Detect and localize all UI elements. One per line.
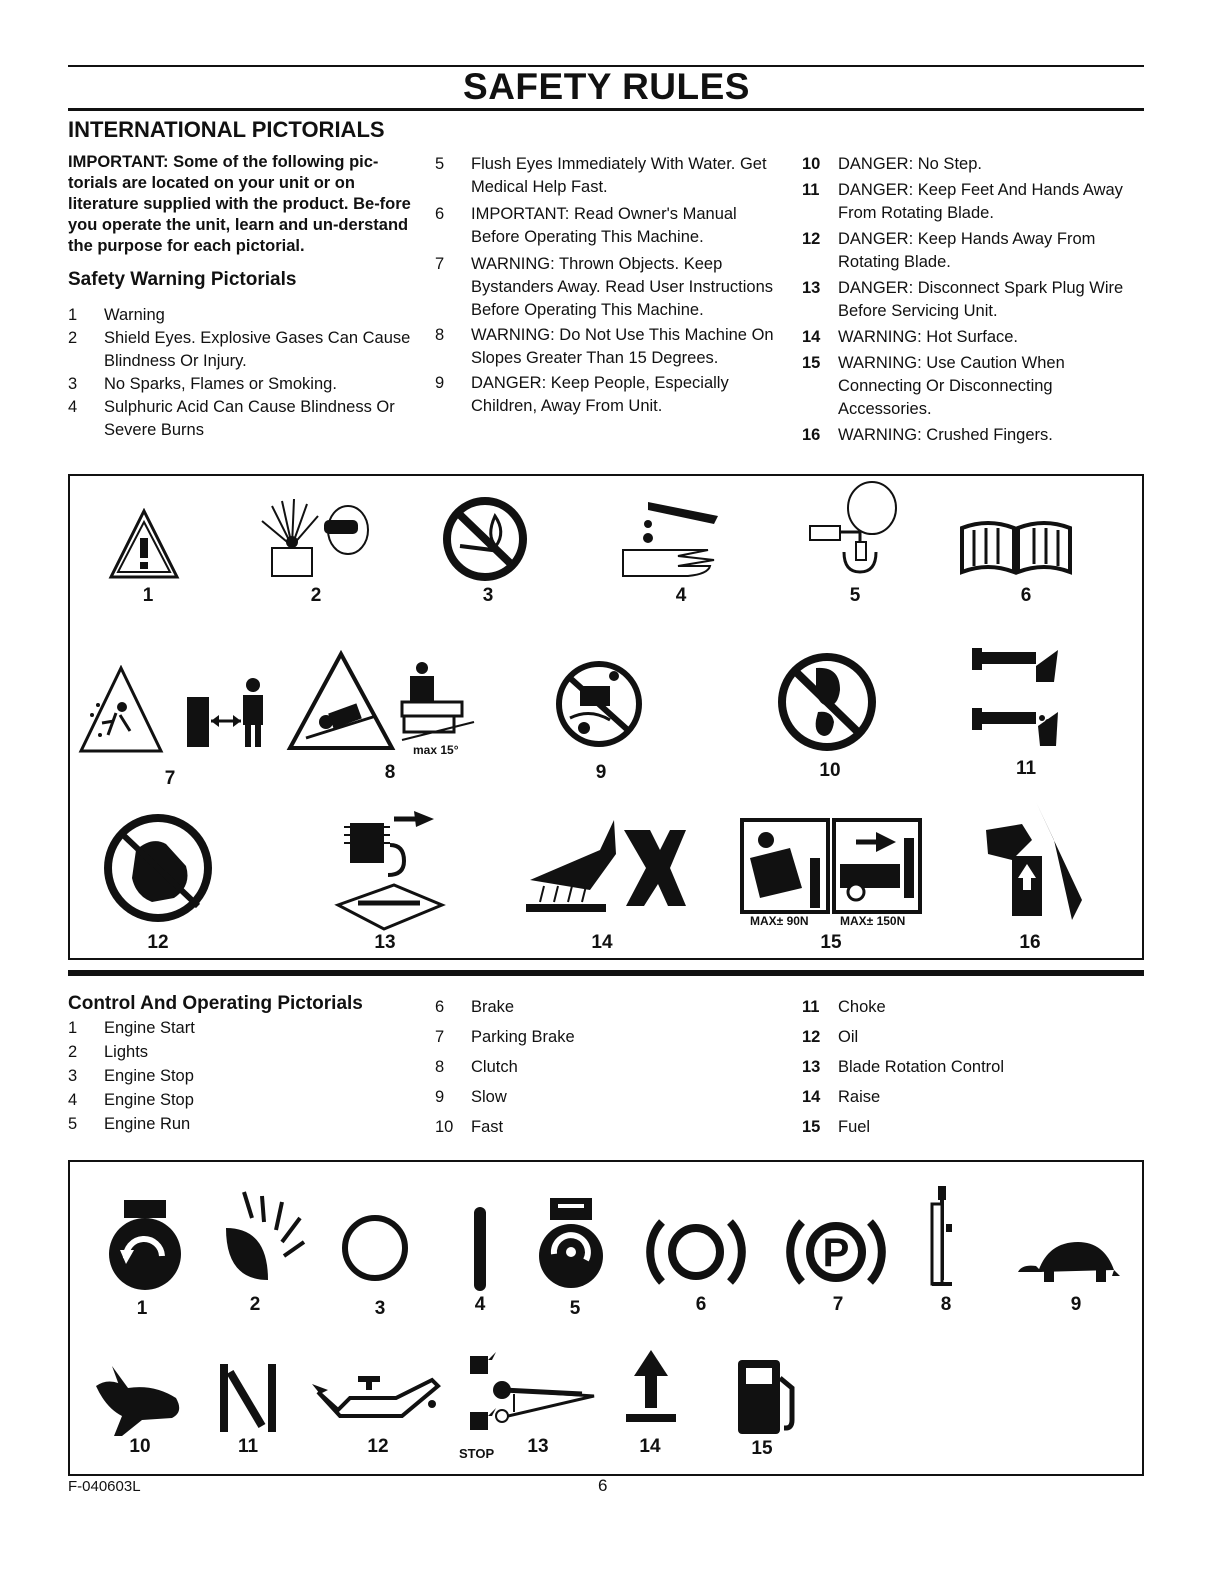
warning-triangle-icon [108,508,180,580]
pictorial-number: 4 [675,585,687,606]
list-item: 12 Oil [802,1028,859,1046]
pictorial-number: 6 [1020,585,1032,606]
manual-book-icon [958,516,1074,576]
list-item: 13 DANGER: Disconnect Spark Plug Wire Before Servicing Unit. [802,279,1124,320]
pictorial-number: 15 [820,932,842,953]
list-item: 3 Engine Stop [68,1067,194,1085]
disconnect-spark-plug-icon [334,805,446,933]
engine-start-icon [106,1198,184,1294]
page-number: 6 [598,1476,608,1495]
pictorial-number: 9 [595,762,607,783]
list-item: 2 Shield Eyes. Explosive Gases Can Cause Blindness Or Injury. [68,329,411,370]
list-item: 5 Flush Eyes Immediately With Water. Get Medical Help Fast. [435,155,767,196]
list-item: 3 No Sparks, Flames or Smoking. [68,375,337,393]
acid-burn-icon [618,494,728,582]
oil-can-icon [310,1374,446,1438]
no-step-icon [772,650,882,754]
list-item: 7 WARNING: Thrown Objects. Keep Bystanders Away. Read User Instructions Before Operating This Machine. [435,255,774,319]
list-item: 11 DANGER: Keep Feet And Hands Away From Rotating Blade. [802,181,1123,222]
list-item: 1 Warning [68,306,165,324]
pictorial-number: 12 [367,1436,389,1457]
engine-stop-bar-icon [470,1205,490,1293]
keep-bystanders-away-icon [183,677,275,749]
slope-limit-label: max 15° [413,743,459,757]
list-item: 13 Blade Rotation Control [802,1058,1005,1076]
page-title: SAFETY RULES [463,66,750,107]
list-item: 8 Clutch [435,1058,518,1076]
pictorial-number: 10 [129,1436,151,1457]
list-item: 4 Engine Stop [68,1091,194,1109]
pictorial-number: 7 [832,1294,844,1315]
flush-eyes-icon [800,480,910,580]
pictorial-number: 11 [237,1436,259,1457]
pictorial-number: 1 [136,1298,148,1319]
slope-warning-icon [286,650,396,752]
list-item: 15 Fuel [802,1118,871,1136]
list-item: 9 DANGER: Keep People, Especially Children, Away From Unit. [435,374,729,415]
safety-list-col3 [802,153,1142,447]
pictorial-number: 5 [569,1298,581,1319]
rabbit-fast-icon [92,1360,186,1440]
pictorial-number: 1 [142,585,154,606]
pictorial-number: 7 [164,768,176,789]
engine-stop-circle-icon [340,1208,410,1288]
parking-brake-icon [786,1214,886,1290]
hot-surface-icon [520,810,690,914]
safety-list-col2 [435,153,785,418]
list-item: 11 Choke [802,998,886,1016]
list-item: 14 WARNING: Hot Surface. [802,328,1019,346]
section-title: INTERNATIONAL PICTORIALS [68,117,385,142]
shield-eyes-icon [252,496,372,582]
pictorial-number: 2 [310,585,322,606]
list-item: 6 IMPORTANT: Read Owner's Manual Before Operating This Machine. [435,205,737,246]
engine-run-icon [536,1196,606,1292]
control-list-col2 [435,992,765,1142]
list-item: 2 Lights [68,1043,149,1061]
list-item: 4 Sulphuric Acid Can Cause Blindness Or Severe Burns [68,398,395,439]
pictorial-number: 15 [751,1438,773,1459]
keep-hands-away-blade-icon [102,806,214,930]
lights-icon [218,1188,308,1288]
brake-icon [646,1214,746,1290]
thrown-objects-icon [78,665,164,755]
crushed-fingers-icon [982,800,1086,924]
no-flame-icon [440,496,530,582]
list-item: 10 Fast [435,1118,504,1136]
pictorial-number: 10 [819,760,841,781]
pictorial-number: 14 [591,932,613,953]
rotating-blade-feet-hands-icon [966,642,1062,754]
turtle-slow-icon [1014,1236,1122,1288]
max-90n-label: MAX± 90N [750,914,809,928]
list-item: 10 DANGER: No Step. [802,155,982,173]
pictorial-number: 5 [849,585,861,606]
pictorial-number: 4 [474,1294,486,1315]
raise-arrow-icon [624,1348,678,1424]
clutch-icon [928,1184,968,1292]
pictorial-number: 11 [1015,758,1037,779]
pictorial-number: 14 [639,1436,661,1457]
safety-list-col1 [68,304,413,442]
list-item: 5 Engine Run [68,1115,191,1133]
choke-icon [216,1362,280,1434]
list-item: 12 DANGER: Keep Hands Away From Rotating Blade. [802,230,1096,271]
important-note: IMPORTANT: Some of the following pic-torials are located on your unit or on literature supplied with the product. Be-fore you operate the unit, learn and un-derstand the purpose for each pictorial. [68,153,411,255]
keep-children-away-icon [550,658,648,750]
control-list-col1 [68,1016,398,1136]
pictorial-number: 13 [527,1436,549,1457]
pictorial-number: 8 [384,762,396,783]
max-150n-label: MAX± 150N [840,914,906,928]
list-item: 6 Brake [435,998,515,1016]
park-letter: P [822,1231,850,1275]
pictorial-number: 8 [940,1294,952,1315]
blade-rotation-control-icon [462,1350,626,1442]
accessory-caution-icon [740,818,924,914]
pictorial-number: 3 [374,1298,386,1319]
pictorial-number: 2 [249,1294,261,1315]
control-list-col3 [802,992,1132,1142]
control-heading: Control And Operating Pictorials [68,993,363,1014]
list-item: 14 Raise [802,1088,881,1106]
pictorial-number: 13 [374,932,396,953]
pictorial-number: 6 [695,1294,707,1315]
pictorial-number: 12 [147,932,169,953]
list-item: 8 WARNING: Do Not Use This Machine On Slopes Greater Than 15 Degrees. [435,326,774,367]
list-item: 9 Slow [435,1088,507,1106]
pictorial-number: 3 [482,585,494,606]
stop-label: STOP [459,1446,495,1461]
pictorial-number: 9 [1070,1294,1082,1315]
list-item: 16 WARNING: Crushed Fingers. [802,426,1053,444]
tractor-slope-icon [398,660,476,742]
title-rule [68,108,1144,111]
fuel-pump-icon [734,1358,804,1438]
list-item: 15 WARNING: Use Caution When Connecting Or Disconnecting Accessories. [802,354,1065,418]
section-separator [68,970,1144,976]
pictorial-number: 16 [1019,932,1041,953]
footer-code: F-040603L [68,1478,141,1495]
safety-heading: Safety Warning Pictorials [68,269,297,290]
list-item: 7 Parking Brake [435,1028,575,1046]
list-item: 1 Engine Start [68,1019,195,1037]
